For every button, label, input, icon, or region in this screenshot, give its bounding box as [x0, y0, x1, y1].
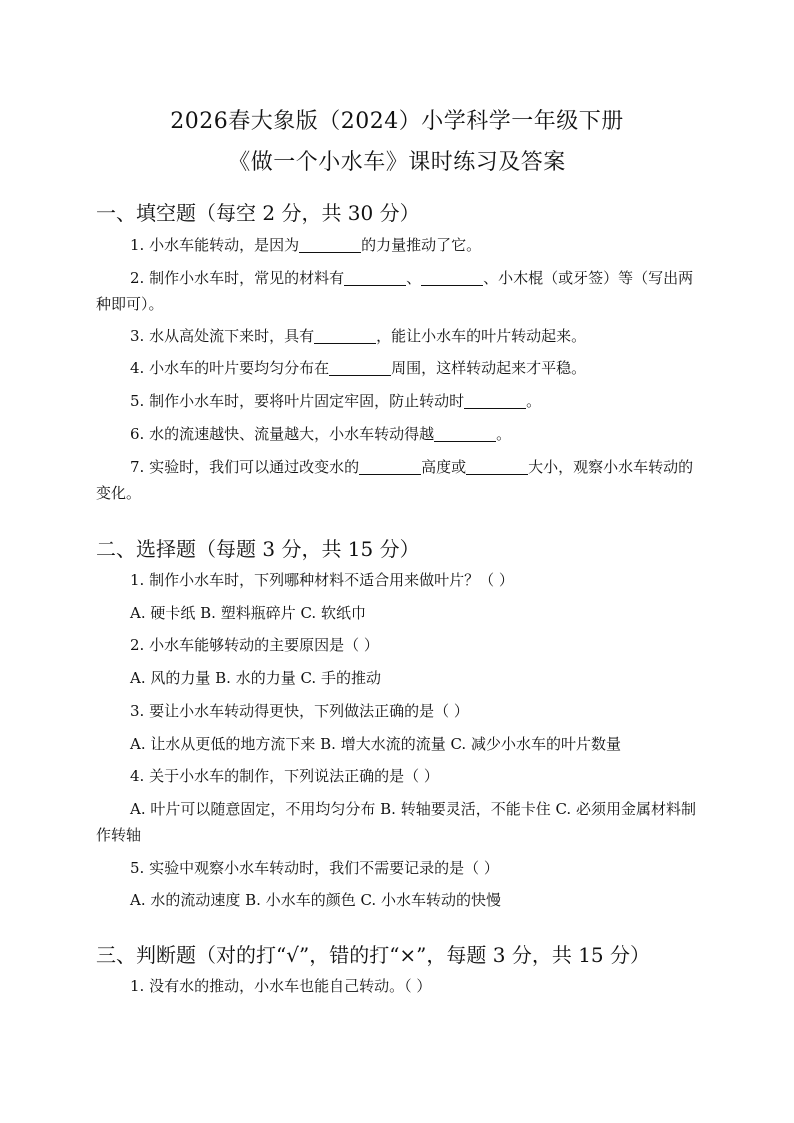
- q-text: 、小木棍（或牙签）等（写出两种即可）。: [96, 269, 694, 313]
- fill-question-5: [96, 388, 699, 414]
- q-text: 5. 制作小水车时，要将叶片固定牢固，防止转动时: [130, 392, 465, 410]
- fill-question-7: [96, 454, 699, 506]
- choice-question-2: 2. 小水车能够转动的主要原因是（ ）: [130, 636, 379, 654]
- choice-options-5: A. 水的流动速度 B. 小水车的颜色 C. 小水车转动的快慢: [130, 891, 501, 909]
- q-text: 高度或: [421, 458, 467, 476]
- q-text: 2. 制作小水车时，常见的材料有: [130, 269, 345, 287]
- fill-question-3: [96, 323, 699, 349]
- section-fill-blank-title: 一、填空题（每空 2 分，共 30 分）: [96, 201, 420, 225]
- choice-options-2: A. 风的力量 B. 水的力量 C. 手的推动: [130, 669, 381, 687]
- q-text: 周围，这样转动起来才平稳。: [391, 359, 587, 377]
- choice-options-4: A. 叶片可以随意固定，不用均匀分布 B. 转轴要灵活，不能卡住 C. 必须用金属材料制作转轴: [96, 800, 696, 844]
- choice-options-3: A. 让水从更低的地方流下来 B. 增大水流的流量 C. 减少小水车的叶片数量: [130, 735, 621, 753]
- q-text: 3. 水从高处流下来时，具有: [130, 327, 315, 345]
- answer-blank: [314, 327, 376, 344]
- answer-blank: [464, 392, 526, 409]
- answer-blank: [421, 269, 483, 286]
- q-text: 、: [406, 269, 422, 287]
- answer-blank: [329, 359, 391, 376]
- q-text: 大小，观察小水车转动的变化。: [96, 458, 694, 502]
- choice-question-4: 4. 关于小水车的制作，下列说法正确的是（ ）: [130, 767, 439, 785]
- q-text: ，能让小水车的叶片转动起来。: [376, 327, 587, 345]
- fill-question-6: [96, 421, 699, 447]
- choice-question-5: 5. 实验中观察小水车转动时，我们不需要记录的是（ ）: [130, 859, 499, 877]
- answer-blank: [359, 458, 421, 475]
- document-subtitle: 《做一个小水车》课时练习及答案: [228, 150, 566, 175]
- q-text: 4. 小水车的叶片要均匀分布在: [130, 359, 330, 377]
- section-choice-title: 二、选择题（每题 3 分，共 15 分）: [96, 537, 420, 561]
- document-title: 2026春大象版（2024）小学科学一年级下册: [170, 109, 624, 134]
- choice-question-1: 1. 制作小水车时，下列哪种材料不适合用来做叶片？（ ）: [130, 571, 514, 589]
- fill-question-1: [96, 232, 699, 258]
- judge-question-1: 1. 没有水的推动，小水车也能自己转动。（ ）: [130, 977, 432, 995]
- q-text: 6. 水的流速越快、流量越大，小水车转动得越: [130, 425, 435, 443]
- choice-options-1: A. 硬卡纸 B. 塑料瓶碎片 C. 软纸巾: [130, 604, 366, 622]
- q-text: 1. 小水车能转动，是因为: [130, 236, 300, 254]
- answer-blank: [344, 269, 406, 286]
- q-text: 。: [496, 425, 512, 443]
- q-text: 。: [526, 392, 542, 410]
- fill-question-4: [96, 355, 699, 381]
- answer-blank: [466, 458, 528, 475]
- q-text: 7. 实验时，我们可以通过改变水的: [130, 458, 360, 476]
- choice-question-3: 3. 要让小水车转动得更快，下列做法正确的是（ ）: [130, 702, 469, 720]
- answer-blank: [434, 425, 496, 442]
- answer-blank: [299, 236, 361, 253]
- section-judge-title: 三、判断题（对的打“√”，错的打“×”，每题 3 分，共 15 分）: [96, 943, 651, 967]
- q-text: 的力量推动了它。: [361, 236, 482, 254]
- fill-question-2: [96, 265, 699, 317]
